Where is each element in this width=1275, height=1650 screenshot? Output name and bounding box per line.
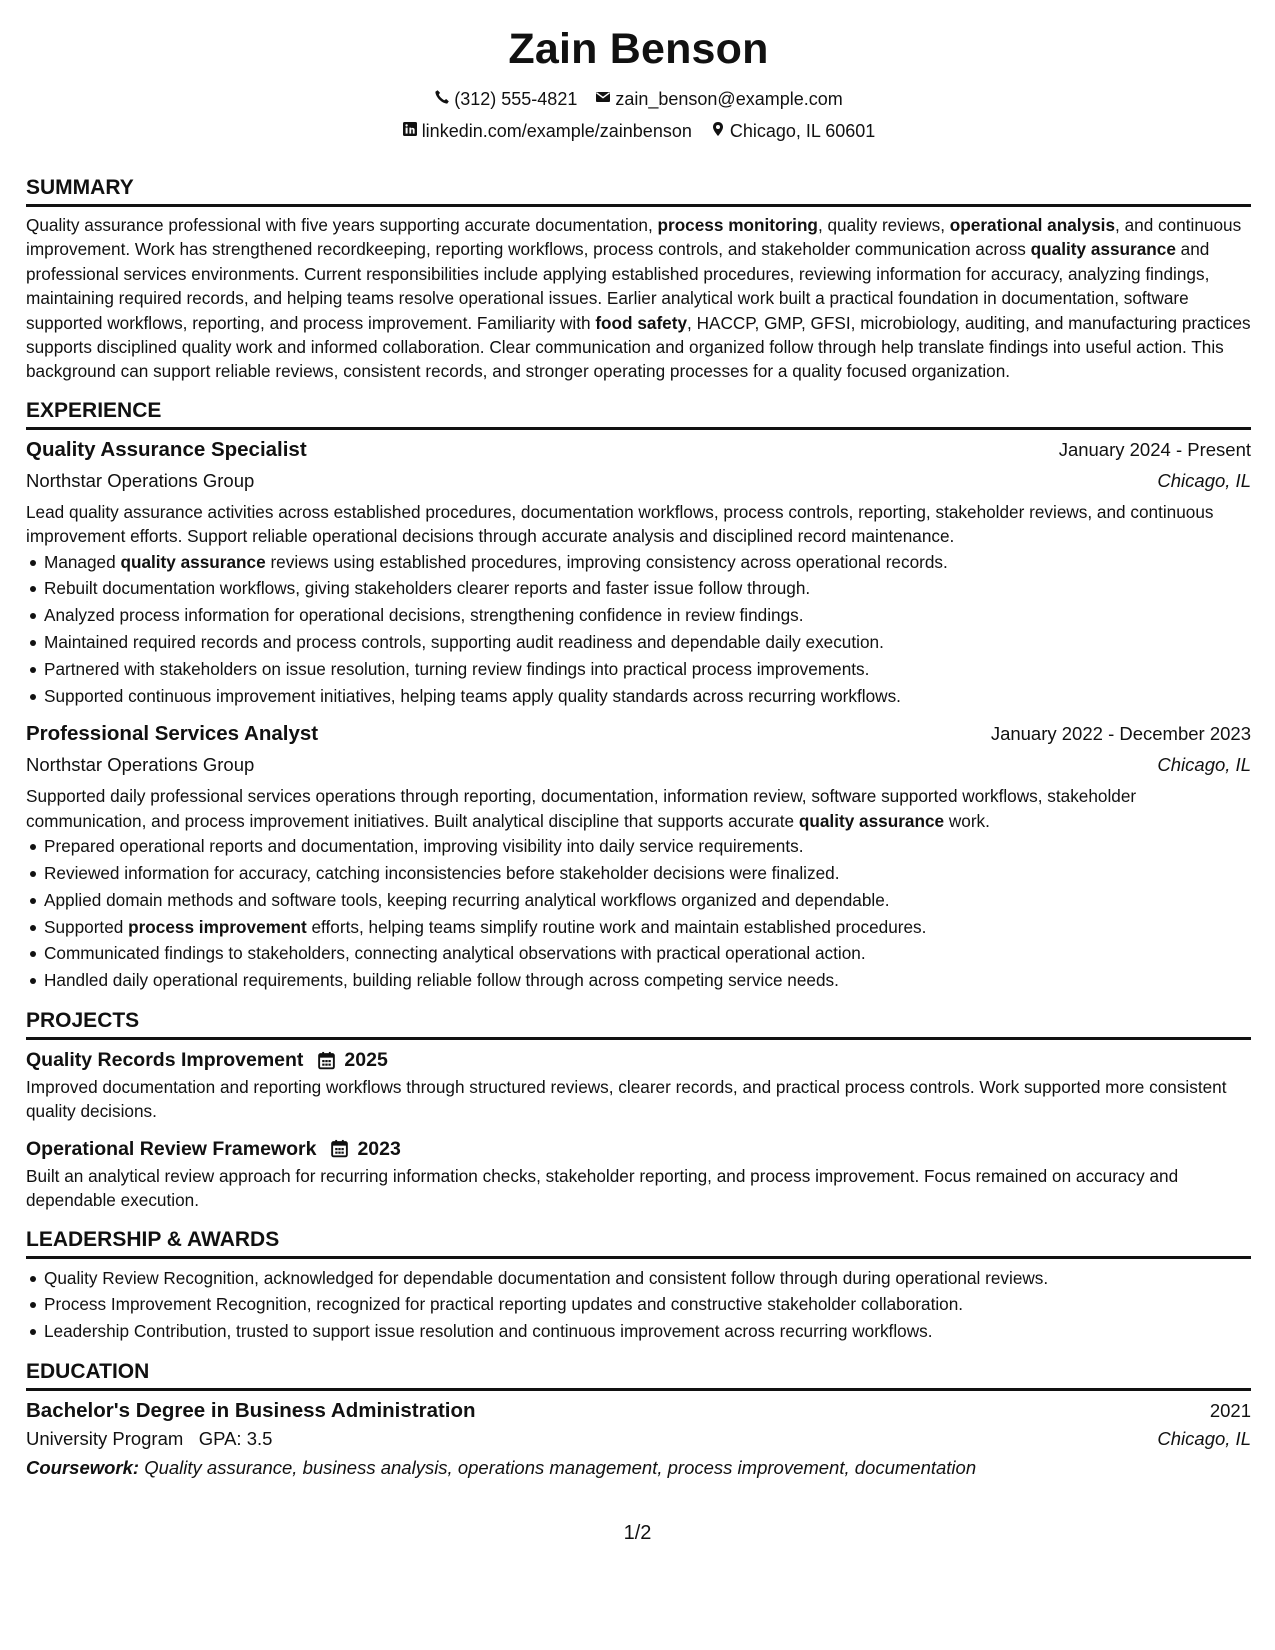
list-item: Prepared operational reports and documentation, improving visibility into daily service requirements. bbox=[44, 833, 1251, 860]
phone-contact bbox=[434, 88, 577, 110]
job-title: Professional Services Analyst bbox=[26, 722, 319, 746]
contact-line-1 bbox=[26, 88, 1251, 110]
list-item: Leadership Contribution, trusted to support issue resolution and continuous improvement across recurring workflows. bbox=[44, 1318, 1251, 1345]
education-heading: EDUCATION bbox=[26, 1359, 1251, 1391]
project-header bbox=[26, 1047, 1251, 1073]
projects-heading: PROJECTS bbox=[26, 1008, 1251, 1040]
job-description: Supported daily professional services operations through reporting, documentation, information review, software supported workflows, stakeholder communication, and process improvement initiatives. Built analytical discipline that supports accurate quality assurance work. bbox=[26, 786, 1137, 831]
project-entry bbox=[26, 1136, 1251, 1213]
list-item: Process Improvement Recognition, recognized for practical reporting updates and constructive stakeholder collaboration. bbox=[44, 1291, 1251, 1318]
school-info bbox=[26, 1426, 272, 1452]
linkedin-text: linkedin.com/example/zainbenson bbox=[421, 121, 692, 141]
coursework-text: Quality assurance, business analysis, operations management, process improvement, documentation bbox=[139, 1457, 977, 1479]
project-year: 2023 bbox=[357, 1137, 401, 1160]
job-subheader bbox=[26, 752, 1251, 778]
education-header bbox=[26, 1398, 1251, 1424]
list-item: Rebuilt documentation workflows, giving stakeholders clearer reports and faster issue follow through. bbox=[44, 575, 1251, 602]
calendar-icon bbox=[317, 1051, 336, 1070]
job-entry bbox=[26, 437, 1251, 710]
summary-heading: SUMMARY bbox=[26, 175, 1251, 207]
resume-header bbox=[26, 26, 1251, 142]
list-item: Supported continuous improvement initiatives, helping teams apply quality standards across recurring workflows. bbox=[44, 683, 1251, 710]
list-item: Partnered with stakeholders on issue resolution, turning review findings into practical process improvements. bbox=[44, 656, 1251, 683]
list-item: Handled daily operational requirements, building reliable follow through across competing service needs. bbox=[44, 967, 1251, 994]
list-item: Reviewed information for accuracy, catching inconsistencies before stakeholder decisions were finalized. bbox=[44, 860, 1251, 887]
phone-icon bbox=[434, 88, 450, 110]
job-bullets bbox=[26, 549, 1251, 710]
job-header bbox=[26, 721, 1251, 747]
list-item: Applied domain methods and software tools, keeping recurring analytical workflows organized and dependable. bbox=[44, 887, 1251, 914]
email-text: zain_benson@example.com bbox=[615, 89, 843, 109]
education-subheader bbox=[26, 1426, 1251, 1452]
coursework-label: Coursework: bbox=[26, 1457, 140, 1479]
page-number: 1/2 bbox=[623, 1522, 652, 1544]
phone-text: (312) 555-4821 bbox=[454, 89, 578, 109]
education-entry bbox=[26, 1398, 1251, 1481]
job-location: Chicago, IL bbox=[1157, 469, 1251, 491]
company-name: Northstar Operations Group bbox=[26, 469, 255, 491]
coursework bbox=[26, 1455, 1251, 1481]
project-description: Improved documentation and reporting workflows through structured reviews, clearer records, and practical process controls. Work supported more consistent quality decisions. bbox=[26, 1077, 1227, 1122]
project-entry bbox=[26, 1047, 1251, 1124]
job-dates: January 2024 - Present bbox=[1058, 438, 1251, 460]
job-subheader bbox=[26, 468, 1251, 494]
list-item: Quality Review Recognition, acknowledged for dependable documentation and consistent follow through during operational reviews. bbox=[44, 1265, 1251, 1292]
summary-text: Quality assurance professional with five years supporting accurate documentation, process monitoring, quality reviews, operational analysis, and continuous improvement. Work has strengthened recordkeeping, reporting workflows, process controls, and stakeholder communication across quality assurance and professional services environments. Current responsibilities include applying established procedures, reviewing information for accuracy, analyzing findings, maintaining required records, and helping teams resolve operational issues. Earlier analytical work built a practical foundation in documentation, software supported workflows, reporting, and process improvement. Familiarity with food safety, HACCP, GMP, GFSI, microbiology, auditing, and manufacturing practices supports disciplined quality work and informed collaboration. Clear communication and organized follow through help translate findings into useful action. This background can support reliable reviews, consistent records, and stronger operating processes for a quality focused organization. bbox=[26, 215, 1251, 382]
candidate-name: Zain Benson bbox=[508, 25, 769, 73]
job-description: Lead quality assurance activities across established procedures, documentation workflows, process controls, reporting, stakeholder reviews, and continuous improvement efforts. Support reliable operational decisions through accurate analysis and disciplined record maintenance. bbox=[26, 501, 1214, 547]
email-contact[interactable] bbox=[595, 88, 842, 110]
experience-heading: EXPERIENCE bbox=[26, 398, 1251, 430]
list-item: Supported process improvement efforts, helping teams simplify routine work and maintain established procedures. bbox=[44, 914, 1251, 941]
project-year: 2025 bbox=[344, 1049, 388, 1072]
gpa: GPA: 3.5 bbox=[198, 1428, 273, 1450]
education-location: Chicago, IL bbox=[1157, 1428, 1251, 1450]
location-contact bbox=[710, 120, 875, 142]
project-name: Quality Records Improvement bbox=[26, 1049, 304, 1072]
job-dates: January 2022 - December 2023 bbox=[990, 723, 1251, 745]
degree-name: Bachelor's Degree in Business Administration bbox=[26, 1399, 476, 1423]
project-header bbox=[26, 1136, 1251, 1162]
location-text: Chicago, IL 60601 bbox=[729, 121, 876, 141]
linkedin-icon bbox=[402, 120, 418, 142]
list-item: Analyzed process information for operational decisions, strengthening confidence in review findings. bbox=[44, 602, 1251, 629]
leadership-heading: LEADERSHIP & AWARDS bbox=[26, 1227, 1251, 1259]
job-title: Quality Assurance Specialist bbox=[26, 437, 307, 461]
calendar-icon bbox=[330, 1139, 349, 1158]
job-entry bbox=[26, 721, 1251, 994]
map-pin-icon bbox=[710, 120, 726, 142]
company-name: Northstar Operations Group bbox=[26, 754, 255, 776]
resume-page bbox=[26, 0, 1251, 1481]
job-location: Chicago, IL bbox=[1157, 754, 1251, 776]
graduation-year: 2021 bbox=[1209, 1400, 1251, 1422]
leadership-list bbox=[26, 1265, 1251, 1345]
list-item: Maintained required records and process controls, supporting audit readiness and dependable daily execution. bbox=[44, 629, 1251, 656]
job-header bbox=[26, 437, 1251, 463]
job-bullets bbox=[26, 833, 1251, 994]
envelope-icon bbox=[595, 88, 611, 110]
project-name: Operational Review Framework bbox=[26, 1137, 317, 1160]
contact-line-2 bbox=[26, 120, 1251, 142]
project-description: Built an analytical review approach for recurring information checks, stakeholder reporting, and process improvement. Focus remained on accuracy and dependable execution. bbox=[26, 1165, 1179, 1211]
linkedin-contact[interactable] bbox=[402, 120, 692, 142]
list-item: Communicated findings to stakeholders, connecting analytical observations with practical operational action. bbox=[44, 940, 1251, 967]
list-item: Managed quality assurance reviews using established procedures, improving consistency across operational records. bbox=[44, 549, 1251, 576]
school-name: University Program bbox=[26, 1428, 184, 1450]
